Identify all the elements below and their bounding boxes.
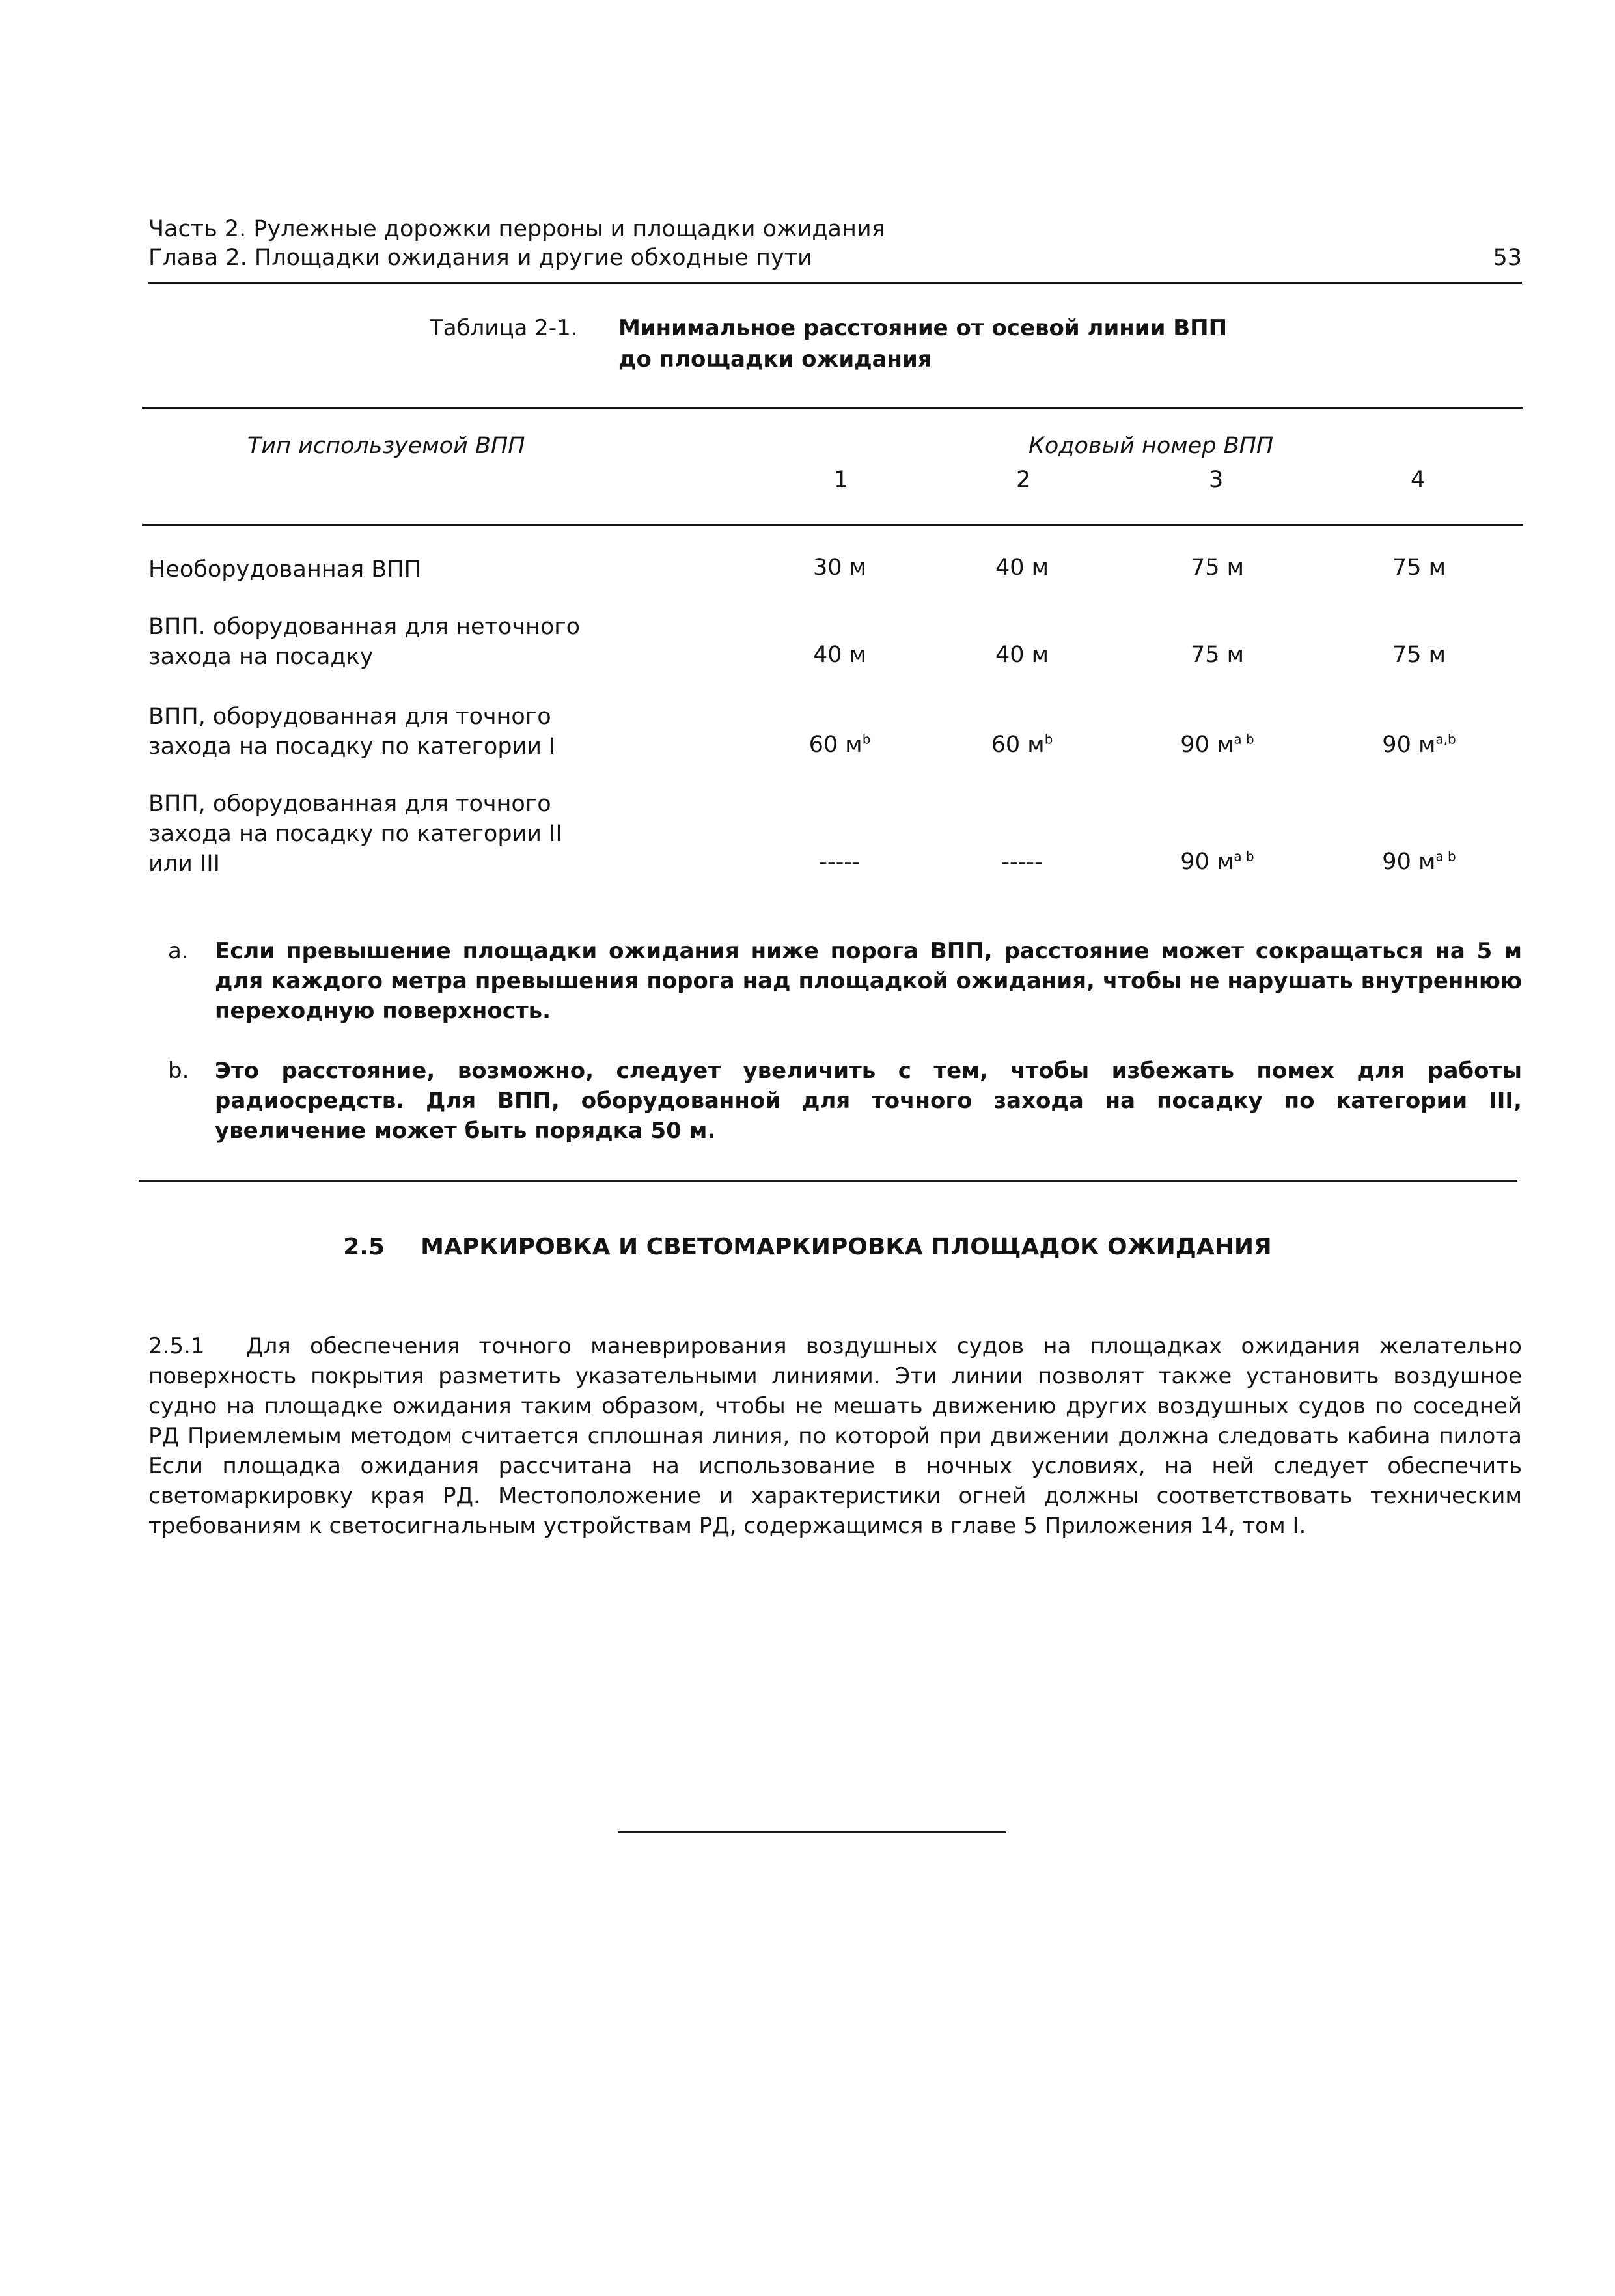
row-label-line: ВПП, оборудованная для точного (148, 704, 551, 730)
code-number-4: 4 (1411, 467, 1426, 493)
cell-value: 90 м (1180, 849, 1234, 875)
table-bottom-rule (139, 1180, 1517, 1182)
body-paragraph (148, 1331, 1522, 1541)
table-cell (1146, 732, 1289, 758)
row-label-line: Необорудованная ВПП (148, 557, 421, 583)
table-top-rule (142, 407, 1523, 409)
table-cell (950, 732, 1094, 758)
table-cell (768, 849, 911, 875)
paragraph-number: 2.5.1 (148, 1333, 205, 1359)
code-number-3: 3 (1209, 467, 1224, 493)
row-label-line: захода на посадку по категории II (148, 821, 562, 847)
table-cell (1146, 555, 1289, 581)
header-rule (148, 282, 1522, 284)
cell-value: 90 м (1180, 732, 1234, 758)
cell-value: ----- (1001, 849, 1043, 875)
cell-value: 75 м (1190, 642, 1245, 668)
table-row-label (148, 612, 580, 672)
cell-footnote-ref: b (1044, 731, 1053, 747)
table-caption (430, 312, 1227, 375)
table-caption-title-1: Минимальное расстояние от осевой линии ВПП (618, 315, 1228, 341)
running-header (148, 215, 1522, 272)
table-row-label (148, 702, 555, 762)
cell-footnote-ref: b (862, 731, 871, 747)
table-cell (1146, 642, 1289, 668)
table-cell (950, 555, 1094, 581)
table-cell (768, 642, 911, 668)
column-header-runway-type: Тип используемой ВПП (247, 433, 525, 459)
header-part-line: Часть 2. Рулежные дорожки перроны и площадки ожидания (148, 216, 885, 242)
table-cell (1347, 849, 1491, 875)
section-number: 2.5 (343, 1234, 385, 1260)
cell-value: 75 м (1392, 555, 1446, 581)
table-footnote-a (148, 936, 1522, 1026)
row-label-line: или III (148, 851, 220, 877)
cell-value: ----- (819, 849, 861, 875)
table-cell (950, 849, 1094, 875)
cell-value: 40 м (995, 555, 1049, 581)
table-footnote-b (148, 1056, 1522, 1146)
table-row-label (148, 789, 562, 879)
section-title: МАРКИРОВКА И СВЕТОМАРКИРОВКА ПЛОЩАДОК ОЖИДАНИЯ (421, 1234, 1272, 1260)
footnote-marker: a. (168, 938, 189, 964)
code-number-1: 1 (834, 467, 849, 493)
row-label-line: ВПП, оборудованная для точного (148, 791, 551, 817)
column-header-code-number: Кодовый номер ВПП (1028, 433, 1274, 459)
cell-value: 60 м (808, 732, 863, 758)
table-cell (1146, 849, 1289, 875)
cell-value: 75 м (1190, 555, 1245, 581)
footnote-text: Если превышение площадки ожидания ниже порога ВПП, расстояние может сокращаться на 5 м для каждого метра превышения порога над площадкой ожидания, чтобы не нарушать внутреннюю переходную поверхность. (215, 938, 1522, 1024)
table-cell (1347, 642, 1491, 668)
code-number-2: 2 (1016, 467, 1031, 493)
cell-value: 40 м (995, 642, 1049, 668)
cell-value: 90 м (1382, 849, 1436, 875)
cell-value: 90 м (1382, 732, 1436, 758)
section-heading (0, 1234, 1615, 1260)
footnote-text: Это расстояние, возможно, следует увеличить с тем, чтобы избежать помех для работы радиосредств. Для ВПП, оборудованной для точного захода на посадку по категории III, увеличение может быть порядка 50 м. (215, 1058, 1522, 1144)
table-caption-label: Таблица 2-1. (430, 315, 578, 341)
cell-footnote-ref: a b (1234, 731, 1254, 747)
cell-footnote-ref: a,b (1435, 731, 1456, 747)
cell-value: 75 м (1392, 642, 1446, 668)
cell-footnote-ref: a b (1435, 848, 1456, 864)
table-cell (768, 732, 911, 758)
page-number: 53 (1493, 245, 1522, 271)
footnote-marker: b. (168, 1058, 189, 1084)
cell-value: 60 м (991, 732, 1045, 758)
cell-footnote-ref: a b (1234, 848, 1254, 864)
row-label-line: ВПП. оборудованная для неточного (148, 614, 581, 640)
header-chapter-line: Глава 2. Площадки ожидания и другие обходные пути (148, 245, 812, 271)
row-label-line: захода на посадку по категории I (148, 734, 556, 760)
table-cell (1347, 732, 1491, 758)
table-header-rule (142, 524, 1523, 526)
cell-value: 40 м (812, 642, 867, 668)
table-caption-title-2: до площадки ожидания (618, 346, 932, 372)
cell-value: 30 м (812, 555, 867, 581)
table-cell (768, 555, 911, 581)
row-label-line: захода на посадку (148, 644, 374, 670)
table-cell (1347, 555, 1491, 581)
paragraph-text: Для обеспечения точного маневрирования воздушных судов на площадках ожидания желательно поверхность покрытия разметить указательными линиями. Эти линии позволят также установить воздушное судно на площадке ожидания таким образом, чтобы не мешать движению других воздушных судов по соседней РД Приемлемым методом считается сплошная линия, по которой при движении должна следовать кабина пилота Если площадка ожидания рассчитана на использование в ночных условиях, на ней следует обеспечить светомаркировку края РД. Местоположение и характеристики огней должны соответствовать техническим требованиям к светосигнальным устройствам РД, содержащимся в главе 5 Приложения 14, том I. (148, 1333, 1522, 1539)
table-row-label (148, 555, 421, 585)
table-cell (950, 642, 1094, 668)
end-rule (618, 1831, 1006, 1833)
